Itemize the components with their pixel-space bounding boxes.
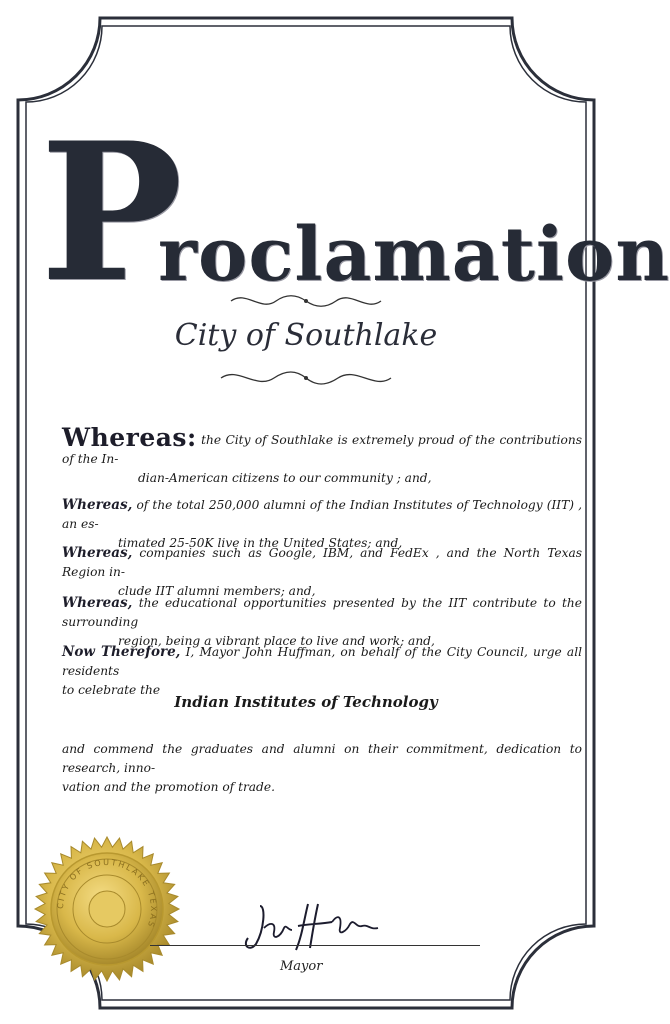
paragraph-text-line: region, being a vibrant place to live and work; and,: [118, 634, 435, 648]
title-rest: roclamation: [158, 212, 670, 298]
paragraph-text-line: vation and the promotion of trade.: [62, 780, 275, 794]
title-initial: P: [40, 101, 183, 324]
paragraph-text-line: timated 25-50K live in the United States; and,: [118, 536, 403, 550]
paragraph-text-line: to celebrate the: [62, 683, 161, 697]
now-therefore-keyword: Now Therefore,: [62, 644, 181, 660]
paragraph-text-line: the educational opportunities presented by the IIT contribute to the surrounding: [62, 596, 582, 629]
top-flourish-icon: [226, 290, 386, 312]
whereas-keyword: Whereas,: [62, 497, 133, 513]
paragraph-text-line: companies such as Google, IBM, and FedEx , and the North Texas Region in-: [62, 546, 583, 579]
whereas-keyword: Whereas:: [62, 423, 197, 452]
paragraph-text-line: dian-American citizens to our community ; and,: [138, 471, 432, 485]
gold-seal-icon: [32, 834, 182, 984]
paragraph-text-line: the City of Southlake is extremely proud of the contributions of the In-: [62, 433, 582, 466]
now-therefore-paragraph: [62, 643, 582, 700]
closing-paragraph: [62, 740, 582, 797]
whereas-keyword: Whereas,: [62, 595, 133, 611]
honoree-name: Indian Institutes of Technology: [174, 693, 438, 711]
mayor-signature-icon: [238, 900, 388, 955]
bottom-flourish-icon: [216, 366, 396, 390]
paragraph-text-line: and commend the graduates and alumni on their commitment, dedication to research, inno-: [62, 742, 582, 775]
whereas-paragraph-1: [62, 423, 582, 488]
paragraph-text-line: clude IIT alumni members; and,: [118, 584, 316, 598]
city-name: City of Southlake: [174, 318, 438, 353]
seal-text: CITY OF SOUTHLAKE TEXAS: [55, 857, 159, 930]
signature-line: [150, 945, 480, 946]
whereas-keyword: Whereas,: [62, 545, 133, 561]
signer-title: Mayor: [280, 959, 323, 974]
whereas-paragraph-3: [62, 544, 582, 601]
paragraph-text-line: I, Mayor John Huffman, on behalf of the City Council, urge all residents: [62, 645, 582, 678]
paragraph-text-line: of the total 250,000 alumni of the Indian Institutes of Technology (IIT) , an es-: [62, 498, 582, 531]
